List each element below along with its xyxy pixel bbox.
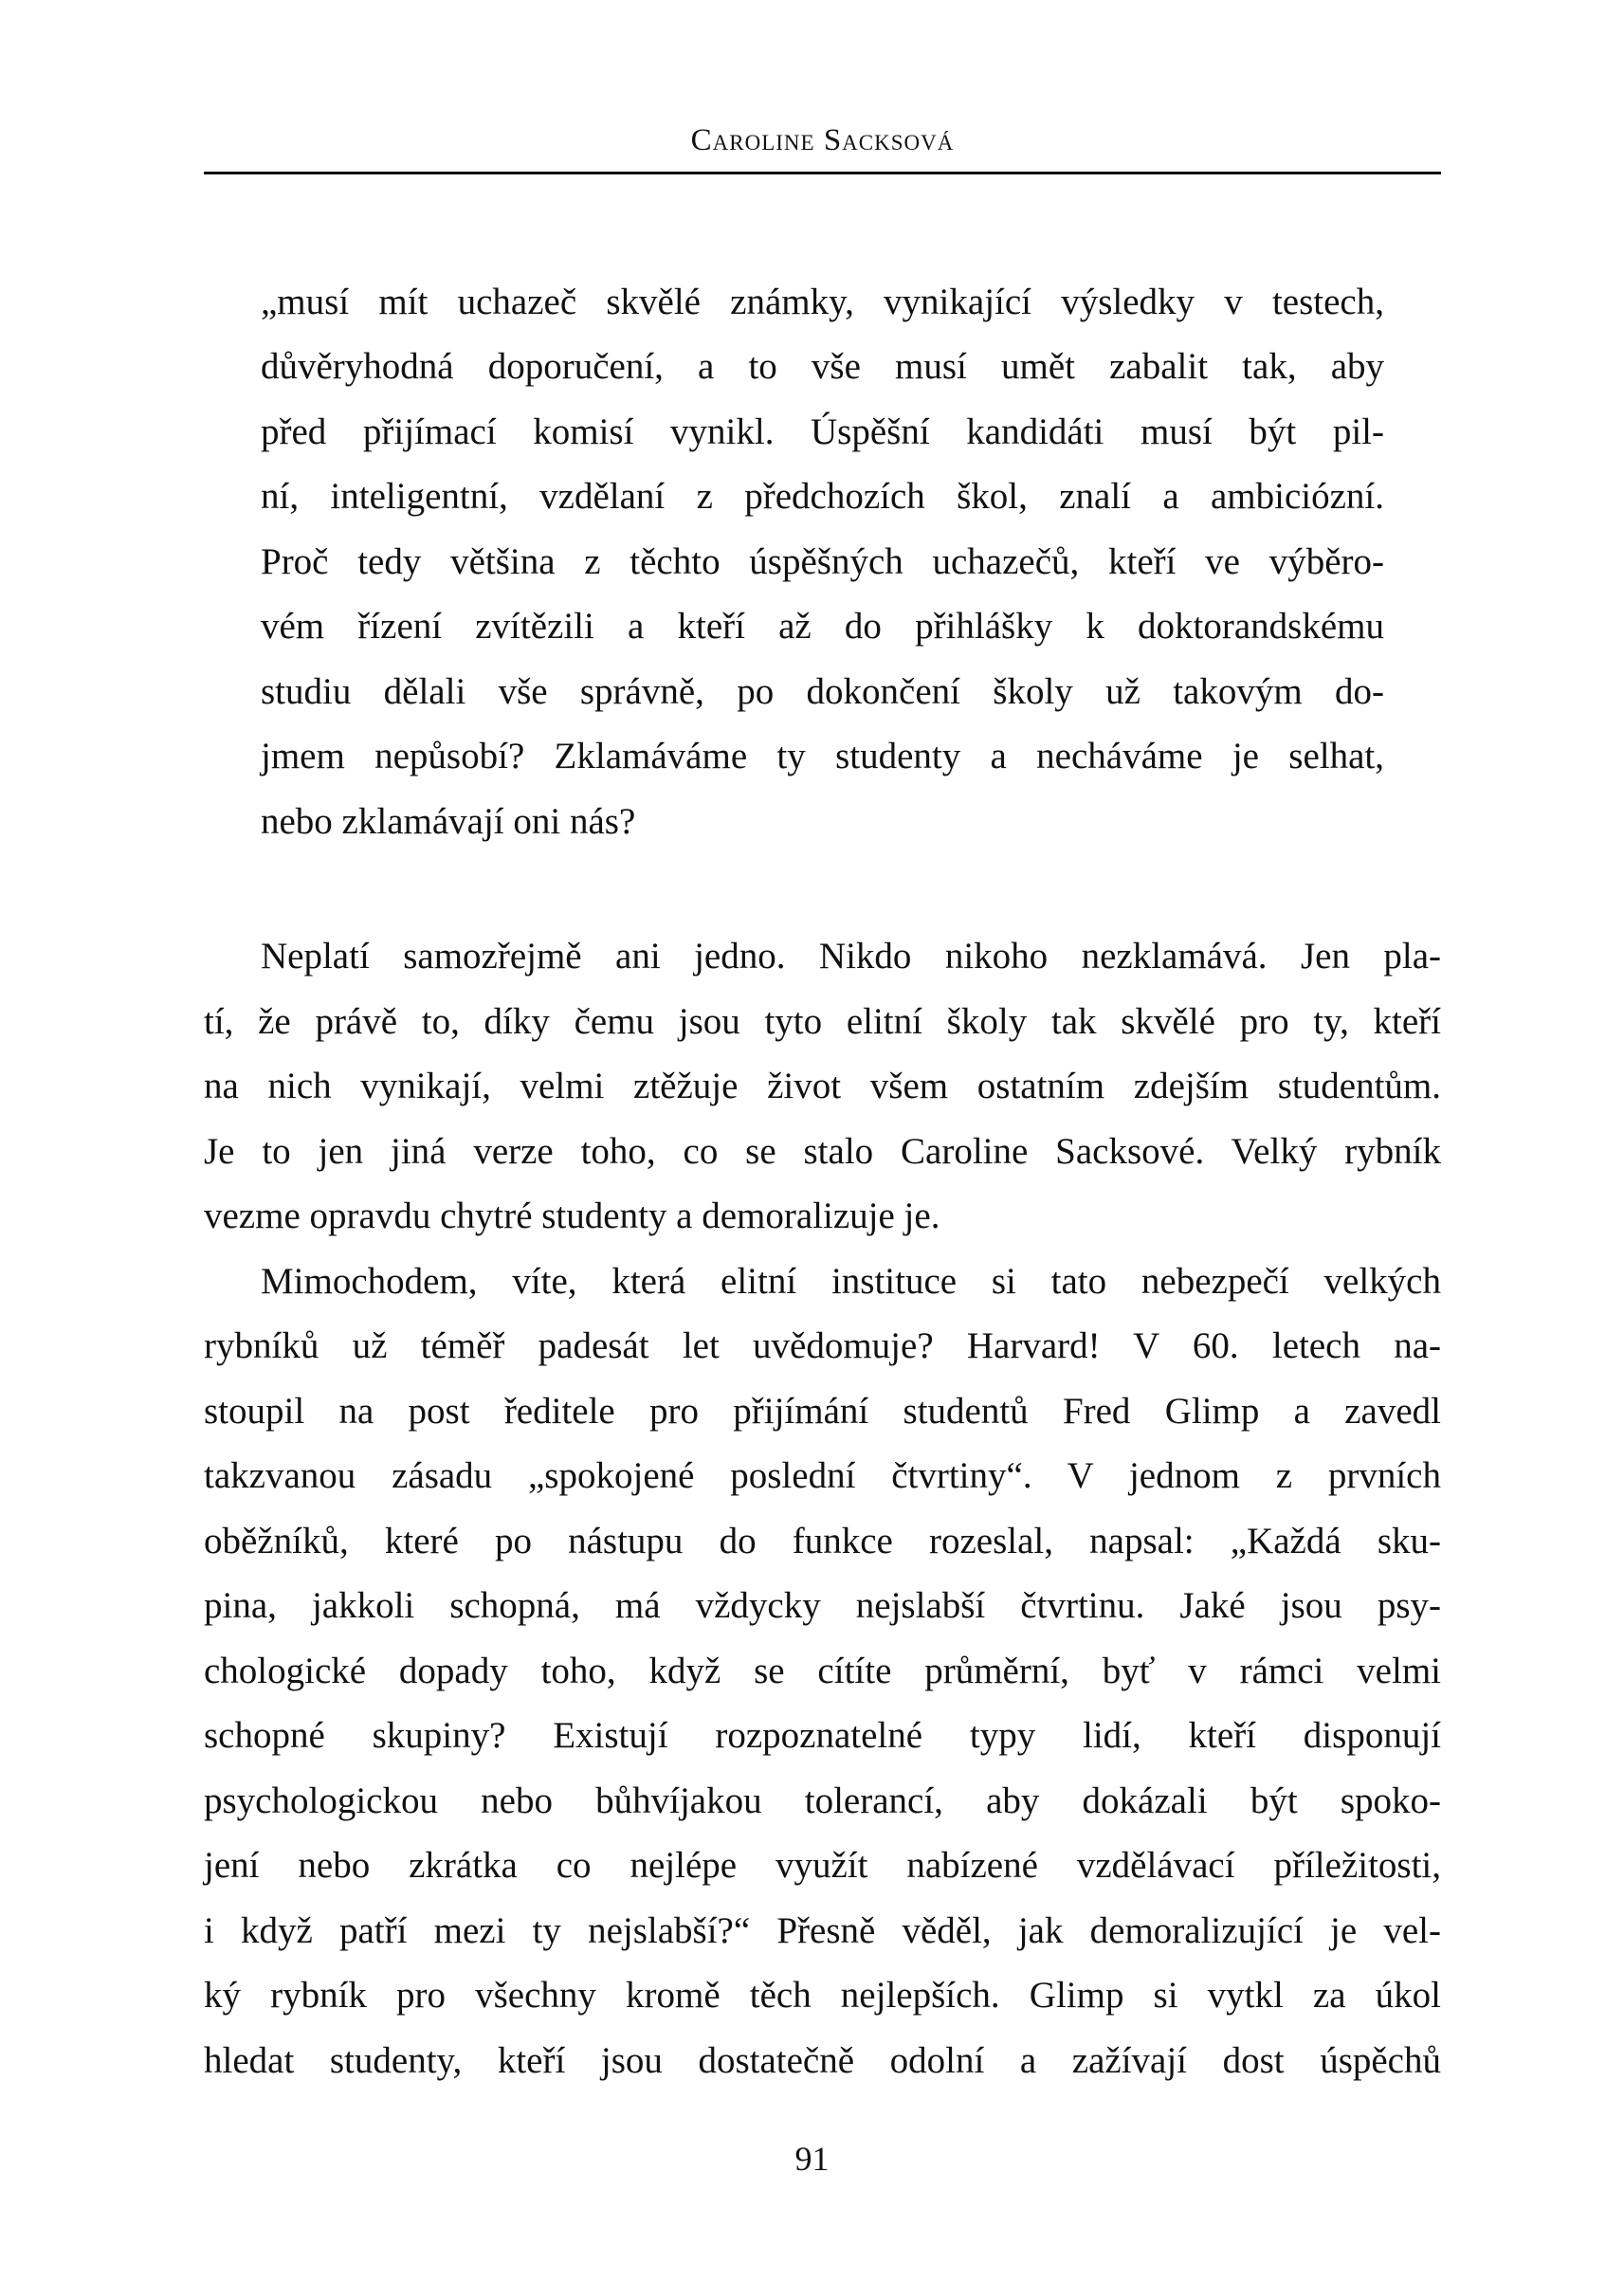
body-line: Mimochodem, víte, která elitní instituce si tato nebezpečí velkých: [261, 1261, 1441, 1302]
quote-line: vém řízení zvítězili a kteří až do přihlášky k doktorandskému: [261, 606, 1384, 647]
quote-line: důvěryhodná doporučení, a to vše musí umět zabalit tak, aby: [261, 346, 1384, 387]
body-line: psychologickou nebo bůhvíjakou tolerancí, aby dokázali být spoko-: [204, 1780, 1441, 1821]
quote-line: nebo zklamávají oni nás?: [261, 801, 636, 842]
body-line: schopné skupiny? Existují rozpoznatelné typy lidí, kteří disponují: [204, 1715, 1441, 1756]
body-line: vezme opravdu chytré studenty a demoralizuje je.: [204, 1196, 940, 1236]
body-line: rybníků už téměř padesát let uvědomuje? Harvard! V 60. letech na-: [204, 1325, 1441, 1366]
body-line: Neplatí samozřejmě ani jedno. Nikdo nikoho nezklamává. Jen pla-: [261, 936, 1441, 977]
body-line: chologické dopady toho, když se cítíte průměrní, byť v rámci velmi: [204, 1651, 1441, 1691]
quote-line: před přijímací komisí vynikl. Úspěšní kandidáti musí být pil-: [261, 411, 1384, 452]
body-line: i když patří mezi ty nejslabší?“ Přesně věděl, jak demoralizující je vel-: [204, 1910, 1441, 1951]
body-line: jení nebo zkrátka co nejlépe využít nabízené vzdělávací příležitosti,: [204, 1845, 1441, 1886]
quote-line: ní, inteligentní, vzdělaní z předchozích škol, znalí a ambiciózní.: [261, 476, 1384, 517]
body-line: ký rybník pro všechny kromě těch nejlepších. Glimp si vytkl za úkol: [204, 1975, 1441, 2016]
body-line: hledat studenty, kteří jsou dostatečně odolní a zažívají dost úspěchů: [204, 2040, 1441, 2081]
body-line: Je to jen jiná verze toho, co se stalo Caroline Sacksové. Velký rybník: [204, 1131, 1441, 1172]
quote-line: „musí mít uchazeč skvělé známky, vynikající výsledky v testech,: [261, 282, 1384, 322]
quote-line: Proč tedy většina z těchto úspěšných uchazečů, kteří ve výběro-: [261, 541, 1384, 582]
body-line: na nich vynikají, velmi ztěžuje život všem ostatním zdejším studentům.: [204, 1066, 1441, 1106]
body-line: takzvanou zásadu „spokojené poslední čtvrtiny“. V jednom z prvních: [204, 1455, 1441, 1496]
quote-line: studiu dělali vše správně, po dokončení školy už takovým do-: [261, 671, 1384, 712]
running-head-title: Caroline Sacksová: [690, 123, 955, 157]
body-line: tí, že právě to, díky čemu jsou tyto elitní školy tak skvělé pro ty, kteří: [204, 1001, 1441, 1042]
body-line: oběžníků, které po nástupu do funkce rozeslal, napsal: „Každá sku-: [204, 1521, 1441, 1561]
quote-line: jmem nepůsobí? Zklamáváme ty studenty a necháváme je selhat,: [261, 736, 1384, 776]
body-line: pina, jakkoli schopná, má vždycky nejslabší čtvrtinu. Jaké jsou psy-: [204, 1585, 1441, 1626]
body-line: stoupil na post ředitele pro přijímání studentů Fred Glimp a zavedl: [204, 1391, 1441, 1432]
page-number: 91: [794, 2140, 830, 2178]
header-rule: [204, 172, 1441, 174]
